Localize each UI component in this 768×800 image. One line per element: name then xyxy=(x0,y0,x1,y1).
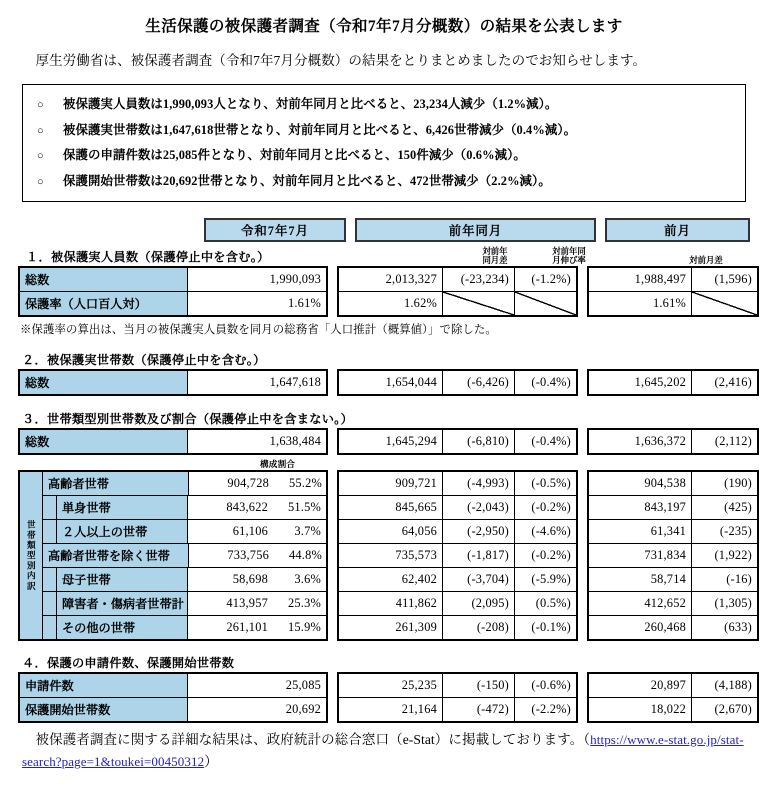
value-yoy-diff: (-23,234) xyxy=(442,268,514,291)
value-year-ago: 25,235 xyxy=(401,677,437,692)
value-prev-month: 1,645,202 xyxy=(634,374,686,389)
row-label: 総数 xyxy=(20,371,187,394)
value-mom-diff: (-235) xyxy=(691,520,757,543)
section-4 xyxy=(18,654,750,723)
highlight-text: 被保護実人員数は1,990,093人となり、対前年同月と比べると、23,234人減少（1.2%減）。 xyxy=(63,97,558,112)
table-row xyxy=(20,697,326,721)
table-row xyxy=(589,567,757,591)
circle-bullet-icon: ○ xyxy=(37,99,44,112)
current-group xyxy=(18,266,328,317)
composition-caption-strip xyxy=(18,455,750,470)
row-label: ２人以上の世帯 xyxy=(57,520,187,543)
table-row xyxy=(20,268,326,291)
value-yoy-rate: (-0.5%) xyxy=(514,472,576,495)
table-row xyxy=(339,591,576,615)
value-mom-diff: (4,188) xyxy=(691,674,757,697)
value-year-ago: 62,402 xyxy=(401,571,437,586)
value-mom-diff-empty xyxy=(691,292,757,315)
current-group xyxy=(18,369,328,396)
value-yoy-diff: (-2,043) xyxy=(442,496,514,519)
value-year-ago: 735,573 xyxy=(395,547,437,562)
table-row xyxy=(339,543,576,567)
value-yoy-rate: (-4.6%) xyxy=(514,520,576,543)
value-prev-month: 20,897 xyxy=(650,677,686,692)
section-1 xyxy=(18,244,750,317)
section-4-title: ４．保護の申請件数、保護開始世帯数 xyxy=(22,655,235,670)
table-row xyxy=(589,430,757,453)
row-label: 母子世帯 xyxy=(57,568,187,591)
year-ago-group xyxy=(337,369,578,396)
value-prev-month: 61,341 xyxy=(650,523,686,538)
table-row xyxy=(339,495,576,519)
table-row xyxy=(589,291,757,315)
table-row xyxy=(20,430,326,453)
row-label: 保護率（人口百人対） xyxy=(20,292,187,315)
section-4-table xyxy=(18,672,750,723)
value-prev-month: 1,988,497 xyxy=(634,271,686,286)
highlight-item xyxy=(23,143,745,168)
table-row xyxy=(589,543,757,567)
column-header-current: 令和7年7月 xyxy=(204,218,346,242)
breakdown-vertical-label: 世帯類型別内訳 xyxy=(20,472,43,639)
value-yoy-rate-empty xyxy=(514,292,576,315)
value-prev-month: 731,834 xyxy=(644,547,686,562)
section-3 xyxy=(18,410,750,641)
value-yoy-diff-empty xyxy=(442,292,514,315)
value-current: 1,990,093 xyxy=(187,268,326,291)
table-row xyxy=(339,371,576,394)
table-row xyxy=(20,291,326,315)
footer-text: 被保護者調査に関する詳細な結果は、政府統計の総合窓口（e-Stat）に掲載しております。（ xyxy=(35,731,591,747)
year-ago-group xyxy=(337,672,578,723)
table-row xyxy=(43,615,327,639)
table-column-headers xyxy=(18,218,750,244)
lead-paragraph: 厚生労働省は、被保護者調査（令和7年7月分概数）の結果をとりまとめましたのでお知らせします。 xyxy=(35,53,647,68)
value-yoy-rate: (-2.2%) xyxy=(514,698,576,721)
subheader-yoy-diff: 対前年 同月差 xyxy=(482,246,508,266)
prev-month-group xyxy=(587,672,759,723)
value-mom-diff: (190) xyxy=(691,472,757,495)
composition-caption: 構成割合 xyxy=(260,458,296,469)
value-yoy-diff: (-3,704) xyxy=(442,568,514,591)
value-prev-month: 904,538 xyxy=(644,475,686,490)
table-row xyxy=(43,591,327,615)
value-share: 44.8% xyxy=(288,547,322,562)
value-mom-diff: (2,416) xyxy=(691,371,757,394)
value-yoy-diff: (2,095) xyxy=(442,592,514,615)
value-prev-month: 843,197 xyxy=(644,499,686,514)
column-header-year-ago: 前年同月 xyxy=(355,218,596,242)
prev-month-group xyxy=(587,369,759,396)
value-share: 25.3% xyxy=(287,595,321,610)
value-year-ago: 2,013,327 xyxy=(385,271,437,286)
circle-bullet-icon: ○ xyxy=(37,150,44,163)
page-title: 生活保護の被保護者調査（令和7年7月分概数）の結果を公表します xyxy=(145,18,623,35)
table-row xyxy=(339,519,576,543)
value-yoy-rate: (-5.9%) xyxy=(514,568,576,591)
year-ago-group xyxy=(337,470,578,641)
year-ago-group xyxy=(337,266,578,317)
table-row xyxy=(339,567,576,591)
value-share: 15.9% xyxy=(287,619,321,634)
table-row xyxy=(339,697,576,721)
table-row xyxy=(43,472,327,495)
value-mom-diff: (1,922) xyxy=(691,544,757,567)
value-current: 58,698 xyxy=(187,568,273,591)
value-mom-diff: (1,596) xyxy=(691,268,757,291)
value-year-ago: 21,164 xyxy=(401,701,437,716)
indent-spacer xyxy=(43,496,57,519)
section-2 xyxy=(18,351,750,396)
current-group xyxy=(18,428,328,455)
row-label: 単身世帯 xyxy=(57,496,187,519)
table-row xyxy=(589,674,757,697)
table-row xyxy=(43,543,327,567)
section-3-total-table xyxy=(18,428,750,455)
value-prev-month: 1.61% xyxy=(652,295,686,310)
section-3-title: ３．世帯類型別世帯数及び割合（保護停止中を含まない。） xyxy=(22,411,354,426)
footer-text-end: ） xyxy=(204,753,218,769)
value-current: 733,756 xyxy=(188,544,274,567)
value-share: 3.6% xyxy=(294,571,321,586)
circle-bullet-icon: ○ xyxy=(37,124,44,137)
prev-month-group xyxy=(587,266,759,317)
indent-spacer xyxy=(43,592,57,615)
row-label: 総数 xyxy=(20,430,187,453)
value-year-ago: 1.62% xyxy=(403,295,437,310)
value-mom-diff: (633) xyxy=(691,616,757,639)
column-header-prev-month: 前月 xyxy=(605,218,750,242)
table-row xyxy=(589,495,757,519)
value-yoy-diff: (-472) xyxy=(442,698,514,721)
value-yoy-diff: (-4,993) xyxy=(442,472,514,495)
section-2-title: ２．被保護実世帯数（保護停止中を含む。） xyxy=(22,352,266,367)
table-row xyxy=(589,268,757,291)
value-yoy-rate: (-0.4%) xyxy=(514,430,576,453)
footer-paragraph xyxy=(22,729,746,773)
value-year-ago: 845,665 xyxy=(395,499,437,514)
table-row xyxy=(339,430,576,453)
row-label: 保護開始世帯数 xyxy=(20,698,187,721)
table-row xyxy=(20,371,326,394)
value-yoy-rate: (-1.2%) xyxy=(514,268,576,291)
value-yoy-rate: (-0.2%) xyxy=(514,544,576,567)
table-row xyxy=(589,472,757,495)
table-row xyxy=(339,268,576,291)
value-yoy-rate: (-0.6%) xyxy=(514,674,576,697)
row-label: 総数 xyxy=(20,268,187,291)
row-label: 高齢者世帯 xyxy=(43,472,188,495)
highlights-box xyxy=(22,84,746,202)
value-current: 1,647,618 xyxy=(187,371,326,394)
section-1-subheaders xyxy=(18,244,750,266)
table-row xyxy=(339,291,576,315)
value-year-ago: 261,309 xyxy=(395,619,437,634)
section-1-note: ※保護率の算出は、当月の被保護実人員数を同月の総務省「人口推計（概算値）」で除した。 xyxy=(20,323,497,336)
table-row xyxy=(589,697,757,721)
value-yoy-diff: (-150) xyxy=(442,674,514,697)
highlight-item xyxy=(23,168,745,193)
value-year-ago: 1,654,044 xyxy=(385,374,437,389)
section-1-table xyxy=(18,266,750,317)
value-yoy-diff: (-208) xyxy=(442,616,514,639)
table-row xyxy=(589,519,757,543)
table-row xyxy=(339,615,576,639)
table-row xyxy=(20,674,326,697)
value-yoy-diff: (-1,817) xyxy=(442,544,514,567)
value-prev-month: 260,468 xyxy=(644,619,686,634)
value-mom-diff: (-16) xyxy=(691,568,757,591)
table-row xyxy=(43,567,327,591)
value-year-ago: 1,645,294 xyxy=(385,433,437,448)
value-prev-month: 412,652 xyxy=(644,595,686,610)
value-year-ago: 64,056 xyxy=(401,523,437,538)
table-row xyxy=(589,615,757,639)
value-current: 261,101 xyxy=(187,616,273,639)
row-label: 高齢者世帯を除く世帯 xyxy=(43,544,188,567)
highlight-text: 保護開始世帯数は20,692世帯となり、対前年同月と比べると、472世帯減少（2.2%減）。 xyxy=(63,173,551,188)
value-current: 843,622 xyxy=(187,496,273,519)
value-current: 1.61% xyxy=(187,292,326,315)
row-label: 申請件数 xyxy=(20,674,187,697)
table-row xyxy=(589,591,757,615)
row-label: 障害者・傷病者世帯計 xyxy=(57,592,187,615)
value-current: 25,085 xyxy=(187,674,326,697)
value-yoy-diff: (-6,810) xyxy=(442,430,514,453)
table-row xyxy=(339,674,576,697)
estat-link[interactable]: https://www.e-stat.go.jp/stat-search?page=1&toukei=00450312 xyxy=(22,731,744,769)
value-mom-diff: (1,305) xyxy=(691,592,757,615)
value-mom-diff: (2,112) xyxy=(691,430,757,453)
subheader-yoy-rate: 対前年同 月伸び率 xyxy=(552,246,586,266)
value-yoy-diff: (-6,426) xyxy=(442,371,514,394)
value-current: 1,638,484 xyxy=(187,430,326,453)
section-1-title: １．被保護実人員数（保護停止中を含む。） xyxy=(26,249,270,264)
value-yoy-diff: (-2,950) xyxy=(442,520,514,543)
value-share: 3.7% xyxy=(294,523,321,538)
indent-spacer xyxy=(43,520,57,543)
row-label: その他の世帯 xyxy=(57,616,187,639)
table-row xyxy=(43,519,327,543)
value-prev-month: 18,022 xyxy=(650,701,686,716)
year-ago-group xyxy=(337,428,578,455)
highlight-item xyxy=(23,117,745,142)
table-row xyxy=(339,472,576,495)
value-prev-month: 1,636,372 xyxy=(634,433,686,448)
value-current: 20,692 xyxy=(187,698,326,721)
value-prev-month: 58,714 xyxy=(650,571,686,586)
highlight-text: 保護の申請件数は25,085件となり、対前年同月と比べると、150件減少（0.6%減）。 xyxy=(63,148,526,163)
section-2-table xyxy=(18,369,750,396)
highlight-item xyxy=(23,92,745,117)
value-current: 413,957 xyxy=(187,592,273,615)
value-year-ago: 411,862 xyxy=(395,595,437,610)
prev-month-group xyxy=(587,428,759,455)
value-share: 51.5% xyxy=(287,499,321,514)
value-year-ago: 909,721 xyxy=(395,475,437,490)
subheader-mom-diff: 対前月差 xyxy=(689,256,723,266)
value-current: 61,106 xyxy=(187,520,273,543)
value-share: 55.2% xyxy=(288,475,322,490)
value-yoy-rate: (0.5%) xyxy=(514,592,576,615)
value-current: 904,728 xyxy=(188,472,274,495)
current-group xyxy=(18,672,328,723)
value-yoy-rate: (-0.4%) xyxy=(514,371,576,394)
value-mom-diff: (2,670) xyxy=(691,698,757,721)
current-group xyxy=(18,470,328,641)
table-row xyxy=(43,495,327,519)
value-yoy-rate: (-0.2%) xyxy=(514,496,576,519)
value-yoy-rate: (-0.1%) xyxy=(514,616,576,639)
indent-spacer xyxy=(43,616,57,639)
highlight-text: 被保護実世帯数は1,647,618世帯となり、対前年同月と比べると、6,426世帯減少（0.4%減）。 xyxy=(63,122,577,137)
value-mom-diff: (425) xyxy=(691,496,757,519)
table-row xyxy=(589,371,757,394)
indent-spacer xyxy=(43,568,57,591)
circle-bullet-icon: ○ xyxy=(37,175,44,188)
prev-month-group xyxy=(587,470,759,641)
section-3-breakdown-table xyxy=(18,470,750,641)
